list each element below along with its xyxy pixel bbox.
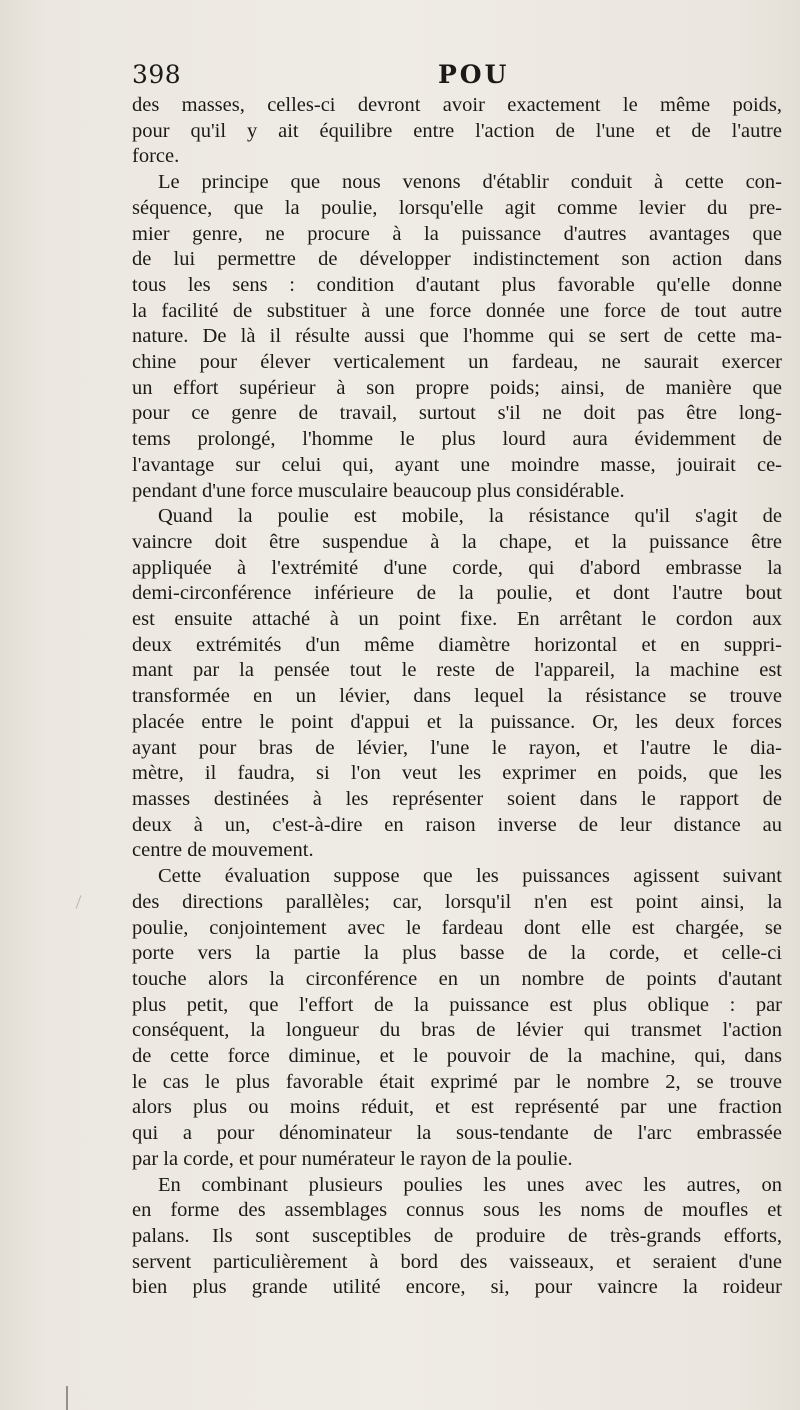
text-line: masses destinées à les représenter soient dans le rapport de: [132, 787, 782, 810]
text-line: deux extrémités d'un même diamètre horizontal et en suppri-: [132, 633, 782, 656]
text-line: palans. Ils sont susceptibles de produire de très-grands efforts,: [132, 1224, 782, 1247]
text-line: pendant d'une force musculaire beaucoup plus considérable.: [132, 479, 625, 502]
body-text: [132, 93, 782, 1301]
text-line: la facilité de substituer à une force donnée une force de tout autre: [132, 299, 782, 322]
text-line: l'avantage sur celui qui, ayant une moindre masse, jouirait ce-: [132, 453, 782, 476]
text-line: mier genre, ne procure à la puissance d'autres avantages que: [132, 222, 782, 245]
text-line: mant par la pensée tout le reste de l'appareil, la machine est: [132, 659, 782, 682]
text-line: un effort supérieur à son propre poids; ainsi, de manière que: [132, 376, 782, 399]
text-line: touche alors la circonférence en un nombre de points d'autant: [132, 967, 782, 990]
page-header: [132, 60, 760, 94]
text-line: appliquée à l'extrémité d'une corde, qui d'abord embrasse la: [132, 556, 782, 579]
text-line: pour qu'il y ait équilibre entre l'action de l'une et de l'autre: [132, 119, 782, 142]
text-line: bien plus grande utilité encore, si, pour vaincre la roideur: [132, 1276, 782, 1299]
text-line: est ensuite attaché à un point fixe. En arrêtant le cordon aux: [132, 608, 782, 631]
text-line: alors plus ou moins réduit, et est représenté par une fraction: [132, 1096, 782, 1119]
text-line: porte vers la partie la plus basse de la corde, et celle-ci: [132, 942, 782, 965]
text-line: servent particulièrement à bord des vaisseaux, et seraient d'une: [132, 1250, 782, 1273]
text-line: mètre, il faudra, si l'on veut les exprimer en poids, que les: [132, 762, 782, 785]
text-line: En combinant plusieurs poulies les unes avec les autres, on: [158, 1173, 782, 1196]
text-line: des directions parallèles; car, lorsqu'il n'en est point ainsi, la: [132, 890, 782, 913]
text-line: nature. De là il résulte aussi que l'homme qui se sert de cette ma-: [132, 325, 782, 348]
text-line: en forme des assemblages connus sous les noms de moufles et: [132, 1199, 782, 1222]
text-line: Quand la poulie est mobile, la résistance qu'il s'agit de: [158, 505, 782, 528]
text-line: centre de mouvement.: [132, 839, 314, 862]
page-number: 398: [132, 60, 182, 89]
text-line: qui a pour dénominateur la sous-tendante de l'arc embrassée: [132, 1122, 782, 1145]
text-line: des masses, celles-ci devront avoir exactement le même poids,: [132, 94, 782, 116]
paper-mark: [76, 895, 82, 908]
text-line: force.: [132, 145, 180, 168]
text-line: vaincre doit être suspendue à la chape, et la puissance être: [132, 530, 782, 553]
text-line: poulie, conjointement avec le fardeau dont elle est chargée, se: [132, 916, 782, 939]
text-line: chine pour élever verticalement un fardeau, ne saurait exercer: [132, 351, 782, 374]
text-line: conséquent, la longueur du bras de lévier qui transmet l'action: [132, 1019, 782, 1042]
text-line: de cette force diminue, et le pouvoir de la machine, qui, dans: [132, 1045, 782, 1068]
text-line: pour ce genre de travail, surtout s'il ne doit pas être long-: [132, 402, 782, 425]
text-line: deux à un, c'est-à-dire en raison inverse de leur distance au: [132, 813, 782, 836]
text-line: plus petit, que l'effort de la puissance est plus oblique : par: [132, 993, 782, 1016]
gutter-mark: [66, 1386, 68, 1410]
text-line: ayant pour bras de lévier, l'une le rayon, et l'autre le dia-: [132, 736, 782, 759]
running-head: POU: [438, 60, 510, 89]
text-line: Cette évaluation suppose que les puissances agissent suivant: [158, 865, 782, 888]
text-line: par la corde, et pour numérateur le rayon de la poulie.: [132, 1147, 573, 1170]
text-line: tems prolongé, l'homme le plus lourd aura évidemment de: [132, 428, 782, 451]
text-line: le cas le plus favorable était exprimé par le nombre 2, se trouve: [132, 1070, 782, 1093]
text-line: de lui permettre de développer indistinctement son action dans: [132, 248, 782, 271]
text-line: tous les sens : condition d'autant plus favorable qu'elle donne: [132, 273, 782, 296]
text-line: demi-circonférence inférieure de la poulie, et dont l'autre bout: [132, 582, 782, 605]
text-line: séquence, que la poulie, lorsqu'elle agit comme levier du pre-: [132, 196, 782, 219]
text-line: transformée en un lévier, dans lequel la résistance se trouve: [132, 685, 782, 708]
text-line: Le principe que nous venons d'établir conduit à cette con-: [158, 171, 782, 194]
text-line: placée entre le point d'appui et la puissance. Or, les deux forces: [132, 710, 782, 733]
